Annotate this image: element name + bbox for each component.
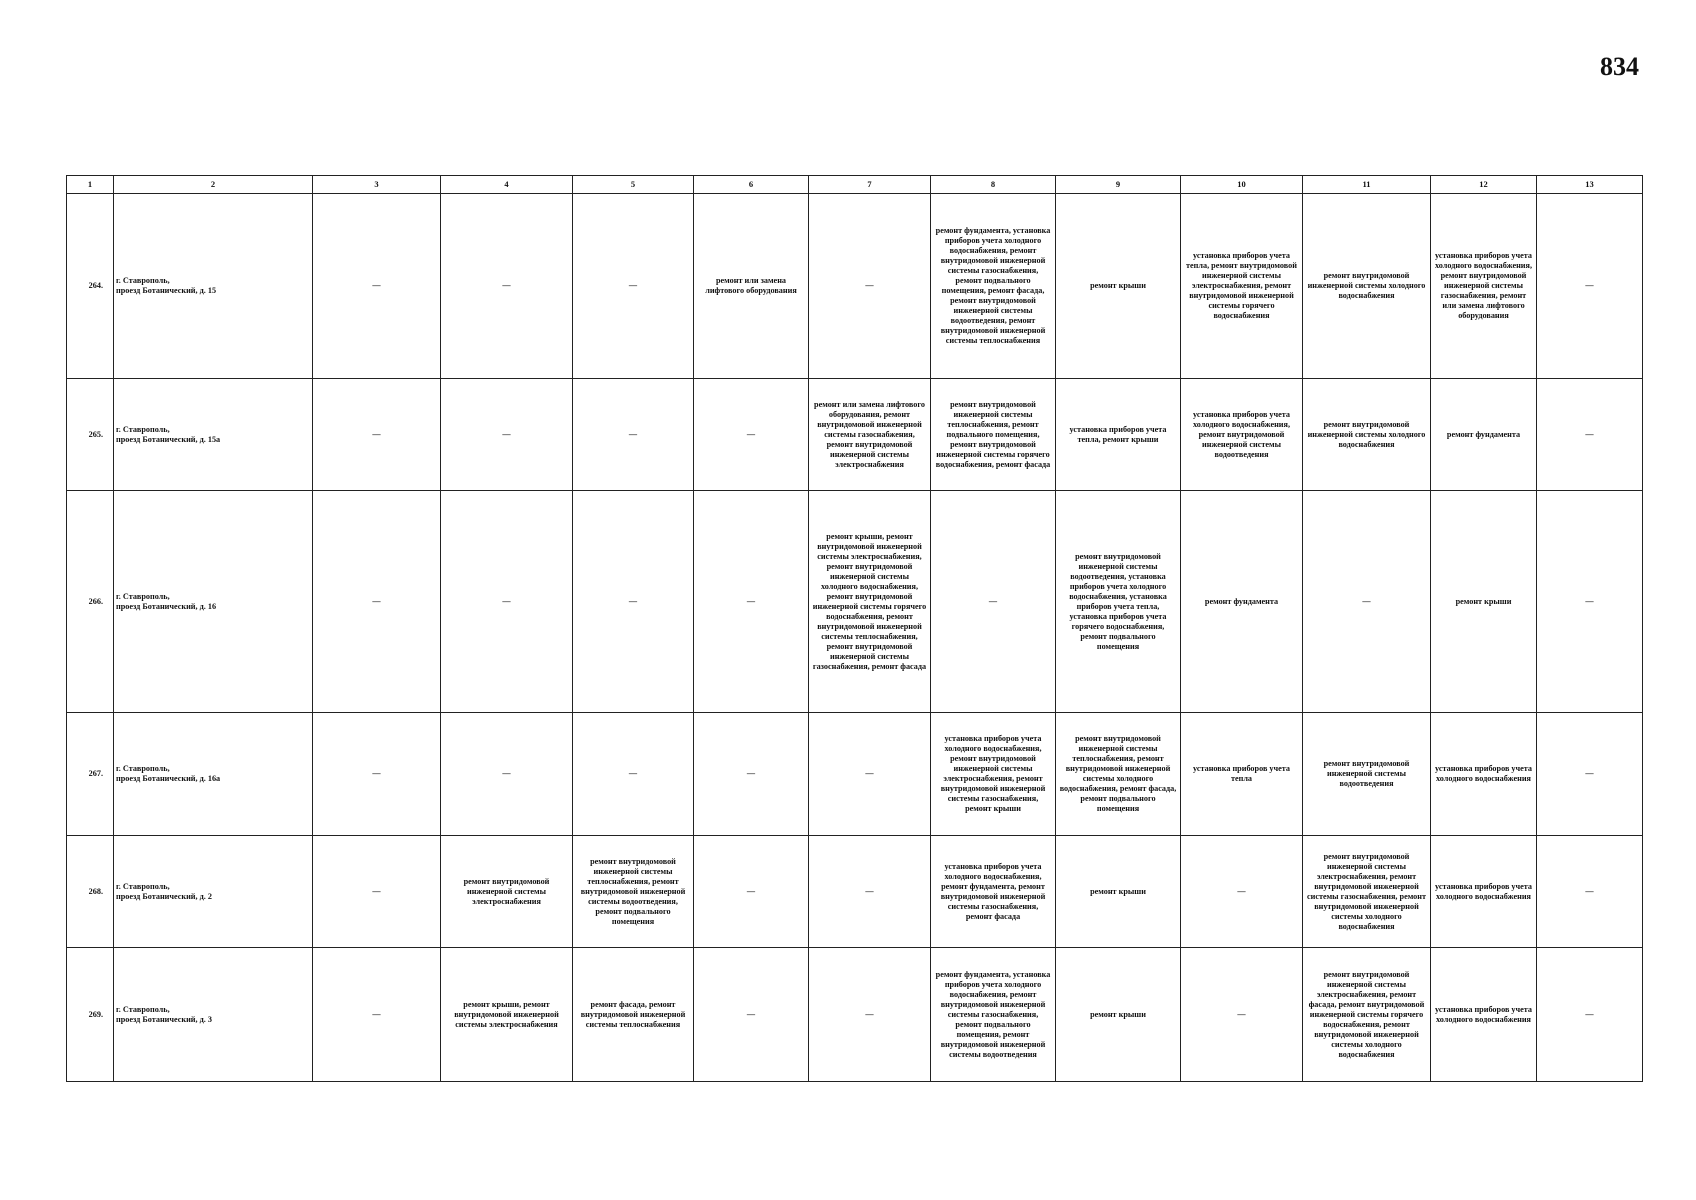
column-header: 8	[931, 176, 1056, 194]
empty-cell: —	[809, 948, 931, 1082]
empty-cell: —	[1537, 194, 1643, 379]
work-cell: ремонт фундамента	[1431, 379, 1537, 491]
column-header: 12	[1431, 176, 1537, 194]
work-cell: установка приборов учета холодного водоснабжения	[1431, 948, 1537, 1082]
empty-cell: —	[1537, 948, 1643, 1082]
empty-cell: —	[1303, 491, 1431, 713]
table-row	[67, 836, 1643, 948]
address-cell: г. Ставрополь, проезд Ботанический, д. 2	[114, 836, 313, 948]
empty-cell: —	[313, 379, 441, 491]
empty-cell: —	[809, 194, 931, 379]
work-cell: ремонт внутридомовой инженерной системы холодного водоснабжения	[1303, 379, 1431, 491]
work-cell: ремонт фасада, ремонт внутридомовой инженерной системы теплоснабжения	[573, 948, 694, 1082]
work-cell: ремонт внутридомовой инженерной системы теплоснабжения, ремонт внутридомовой инженерной системы водоотведения, ремонт подвального помещения	[573, 836, 694, 948]
column-header: 5	[573, 176, 694, 194]
table-row	[67, 948, 1643, 1082]
row-number: 269.	[67, 948, 114, 1082]
work-cell: ремонт фундамента	[1181, 491, 1303, 713]
empty-cell: —	[441, 713, 573, 836]
column-header: 10	[1181, 176, 1303, 194]
empty-cell: —	[1537, 379, 1643, 491]
empty-cell: —	[573, 379, 694, 491]
empty-cell: —	[809, 836, 931, 948]
work-cell: установка приборов учета холодного водоснабжения	[1431, 836, 1537, 948]
table-row	[67, 194, 1643, 379]
work-cell: ремонт крыши	[1431, 491, 1537, 713]
work-cell: установка приборов учета холодного водоснабжения, ремонт внутридомовой инженерной системы газоснабжения, ремонт или замена лифтового оборудования	[1431, 194, 1537, 379]
empty-cell: —	[573, 713, 694, 836]
empty-cell: —	[1537, 491, 1643, 713]
work-cell: установка приборов учета холодного водоснабжения, ремонт фундамента, ремонт внутридомовой инженерной системы газоснабжения, ремонт фасада	[931, 836, 1056, 948]
work-cell: установка приборов учета холодного водоснабжения, ремонт внутридомовой инженерной системы водоотведения	[1181, 379, 1303, 491]
empty-cell: —	[441, 379, 573, 491]
empty-cell: —	[1181, 836, 1303, 948]
empty-cell: —	[313, 491, 441, 713]
work-cell: ремонт внутридомовой инженерной системы электроснабжения, ремонт внутридомовой инженерной системы газоснабжения, ремонт внутридомовой инженерной системы холодного водоснабжения	[1303, 836, 1431, 948]
work-cell: установка приборов учета холодного водоснабжения, ремонт внутридомовой инженерной системы электроснабжения, ремонт внутридомовой инженерной системы газоснабжения, ремонт крыши	[931, 713, 1056, 836]
work-cell: ремонт внутридомовой инженерной системы электроснабжения	[441, 836, 573, 948]
empty-cell: —	[694, 836, 809, 948]
row-number: 266.	[67, 491, 114, 713]
work-cell: установка приборов учета тепла, ремонт внутридомовой инженерной системы электроснабжения, ремонт внутридомовой инженерной системы горячего водоснабжения	[1181, 194, 1303, 379]
address-cell: г. Ставрополь, проезд Ботанический, д. 15	[114, 194, 313, 379]
column-header: 6	[694, 176, 809, 194]
table-row	[67, 713, 1643, 836]
empty-cell: —	[313, 948, 441, 1082]
work-cell: ремонт внутридомовой инженерной системы холодного водоснабжения	[1303, 194, 1431, 379]
column-header: 2	[114, 176, 313, 194]
column-header: 9	[1056, 176, 1181, 194]
row-number: 265.	[67, 379, 114, 491]
address-cell: г. Ставрополь, проезд Ботанический, д. 16а	[114, 713, 313, 836]
empty-cell: —	[1537, 713, 1643, 836]
empty-cell: —	[313, 836, 441, 948]
work-cell: установка приборов учета тепла	[1181, 713, 1303, 836]
address-cell: г. Ставрополь, проезд Ботанический, д. 15а	[114, 379, 313, 491]
work-cell: ремонт крыши, ремонт внутридомовой инженерной системы электроснабжения	[441, 948, 573, 1082]
work-cell: ремонт крыши	[1056, 194, 1181, 379]
column-header: 3	[313, 176, 441, 194]
work-cell: ремонт внутридомовой инженерной системы теплоснабжения, ремонт подвального помещения, ремонт внутридомовой инженерной системы горячего водоснабжения, ремонт фасада	[931, 379, 1056, 491]
work-cell: ремонт внутридомовой инженерной системы водоотведения	[1303, 713, 1431, 836]
empty-cell: —	[694, 491, 809, 713]
empty-cell: —	[573, 491, 694, 713]
column-header: 4	[441, 176, 573, 194]
empty-cell: —	[694, 948, 809, 1082]
empty-cell: —	[441, 491, 573, 713]
empty-cell: —	[809, 713, 931, 836]
empty-cell: —	[441, 194, 573, 379]
row-number: 267.	[67, 713, 114, 836]
work-cell: ремонт внутридомовой инженерной системы электроснабжения, ремонт фасада, ремонт внутридомовой инженерной системы горячего водоснабжения, ремонт внутридомовой инженерной системы холодного водоснабжения	[1303, 948, 1431, 1082]
row-number: 268.	[67, 836, 114, 948]
address-cell: г. Ставрополь, проезд Ботанический, д. 16	[114, 491, 313, 713]
work-cell: ремонт крыши	[1056, 836, 1181, 948]
work-cell: установка приборов учета тепла, ремонт крыши	[1056, 379, 1181, 491]
address-cell: г. Ставрополь, проезд Ботанический, д. 3	[114, 948, 313, 1082]
empty-cell: —	[313, 713, 441, 836]
work-cell: ремонт крыши	[1056, 948, 1181, 1082]
work-cell: ремонт фундамента, установка приборов учета холодного водоснабжения, ремонт внутридомовой инженерной системы газоснабжения, ремонт подвального помещения, ремонт фасада, ремонт внутридомовой инженерной системы водоотведения, ремонт внутридомовой инженерной системы теплоснабжения	[931, 194, 1056, 379]
empty-cell: —	[1537, 836, 1643, 948]
work-cell: установка приборов учета холодного водоснабжения	[1431, 713, 1537, 836]
empty-cell: —	[573, 194, 694, 379]
work-cell: ремонт внутридомовой инженерной системы теплоснабжения, ремонт внутридомовой инженерной системы холодного водоснабжения, ремонт фасада, ремонт подвального помещения	[1056, 713, 1181, 836]
work-cell: ремонт крыши, ремонт внутридомовой инженерной системы электроснабжения, ремонт внутридомовой инженерной системы холодного водоснабжения, ремонт внутридомовой инженерной системы горячего водоснабжения, ремонт внутридомовой инженерной системы теплоснабжения, ремонт внутридомовой инженерной системы газоснабжения, ремонт фасада	[809, 491, 931, 713]
empty-cell: —	[313, 194, 441, 379]
column-header: 7	[809, 176, 931, 194]
column-header: 13	[1537, 176, 1643, 194]
empty-cell: —	[1181, 948, 1303, 1082]
empty-cell: —	[694, 713, 809, 836]
empty-cell: —	[694, 379, 809, 491]
work-cell: ремонт внутридомовой инженерной системы водоотведения, установка приборов учета холодного водоснабжения, установка приборов учета тепла, установка приборов учета горячего водоснабжения, ремонт подвального помещения	[1056, 491, 1181, 713]
work-cell: ремонт или замена лифтового оборудования, ремонт внутридомовой инженерной системы газоснабжения, ремонт внутридомовой инженерной системы электроснабжения	[809, 379, 931, 491]
table-row	[67, 379, 1643, 491]
work-cell: ремонт фундамента, установка приборов учета холодного водоснабжения, ремонт внутридомовой инженерной системы газоснабжения, ремонт подвального помещения, ремонт внутридомовой инженерной системы водоотведения	[931, 948, 1056, 1082]
column-header: 11	[1303, 176, 1431, 194]
table-row	[67, 491, 1643, 713]
work-cell: ремонт или замена лифтового оборудования	[694, 194, 809, 379]
repair-program-table	[66, 175, 1643, 1082]
page-number: 834	[1600, 52, 1639, 81]
column-number-row	[67, 176, 1643, 194]
column-header: 1	[67, 176, 114, 194]
row-number: 264.	[67, 194, 114, 379]
empty-cell: —	[931, 491, 1056, 713]
